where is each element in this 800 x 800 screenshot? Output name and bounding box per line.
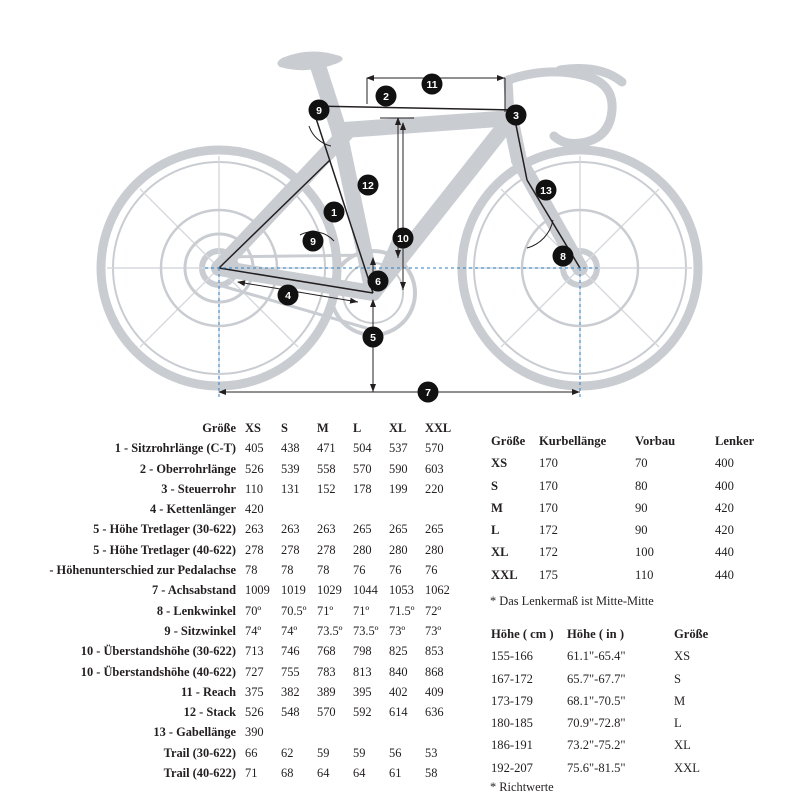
cell: 70.5º xyxy=(281,603,307,618)
table-row xyxy=(18,438,461,458)
spec-tables xyxy=(0,418,800,800)
cell: 603 xyxy=(425,461,444,476)
cell: 64 xyxy=(317,766,330,781)
table-row xyxy=(18,479,461,499)
row-label: 12 - Stack xyxy=(183,705,236,720)
cell: 265 xyxy=(389,522,408,537)
cell-crank: 170 xyxy=(539,456,558,471)
row-label: Trail (30-622) xyxy=(163,745,236,760)
cell: 592 xyxy=(353,705,372,720)
cell: 78 xyxy=(317,563,330,578)
cell-crank: 170 xyxy=(539,478,558,493)
size-header-xl: XL xyxy=(389,421,407,435)
cell-size: M xyxy=(491,500,503,515)
cell: 71 xyxy=(245,766,258,781)
cell-height-cm: 155-166 xyxy=(491,649,533,664)
cell xyxy=(389,499,425,519)
cell: 66 xyxy=(245,745,258,760)
guideline-footnote: * Richtwerte xyxy=(490,780,554,794)
cell xyxy=(281,722,317,742)
cell: 59 xyxy=(317,745,330,760)
table-row xyxy=(18,560,461,580)
cell-bar: 420 xyxy=(715,500,734,515)
cell: 402 xyxy=(389,684,408,699)
cell: 74º xyxy=(245,623,262,638)
cell: 1062 xyxy=(425,583,450,598)
cell xyxy=(281,499,317,519)
cell: 1009 xyxy=(245,583,270,598)
size-header-s: S xyxy=(281,421,288,435)
cell: 76 xyxy=(353,563,366,578)
table-row xyxy=(18,621,461,641)
cell: 868 xyxy=(425,664,444,679)
cell-size: S xyxy=(674,671,682,686)
cell: 53 xyxy=(425,745,438,760)
height-header-cm: Höhe ( cm ) xyxy=(491,627,554,641)
cell-size: XL xyxy=(491,545,509,560)
table-row xyxy=(18,722,461,742)
cell: 74º xyxy=(281,623,298,638)
svg-text:5: 5 xyxy=(370,332,376,344)
cell: 70º xyxy=(245,603,262,618)
cell: 71º xyxy=(353,603,370,618)
row-label: 8 - Lenkwinkel xyxy=(156,603,236,618)
svg-text:8: 8 xyxy=(560,251,566,263)
crank-header-crank: Kurbellänge xyxy=(539,434,607,448)
size-header-xxl: XXL xyxy=(425,421,452,435)
cell: 746 xyxy=(281,644,300,659)
table-row xyxy=(490,645,709,667)
crank-header-bar: Lenker xyxy=(715,434,755,448)
cell: 265 xyxy=(425,522,444,537)
cell: 152 xyxy=(317,481,336,496)
cell-crank: 172 xyxy=(539,545,558,560)
cell: 614 xyxy=(389,705,408,720)
cell-size: XS xyxy=(491,456,508,471)
cell-size: XS xyxy=(674,649,691,664)
cell: 537 xyxy=(389,441,408,456)
table-row xyxy=(18,499,461,519)
table-row xyxy=(18,682,461,702)
cell: 636 xyxy=(425,705,444,720)
cell: 73º xyxy=(389,623,406,638)
cell: 570 xyxy=(425,441,444,456)
cell: 59 xyxy=(353,745,366,760)
table-row xyxy=(490,734,709,756)
row-label: - Höhenunterschied zur Pedalachse xyxy=(49,563,236,578)
cell: 71º xyxy=(317,603,334,618)
cell: 471 xyxy=(317,441,336,456)
cell: 73.5º xyxy=(353,623,379,638)
table-row xyxy=(490,757,709,779)
cell: 526 xyxy=(245,705,264,720)
cell: 263 xyxy=(317,522,336,537)
cell-height-in: 65.7"-67.7" xyxy=(567,671,626,686)
row-label: 11 - Reach xyxy=(180,684,236,699)
svg-text:13: 13 xyxy=(540,185,552,197)
cell: 526 xyxy=(245,461,264,476)
cell: 61 xyxy=(389,766,402,781)
table-row xyxy=(490,690,709,712)
cell xyxy=(317,499,353,519)
cell: 727 xyxy=(245,664,264,679)
table-row xyxy=(18,540,461,560)
cell: 390 xyxy=(245,725,264,740)
cell-stem: 90 xyxy=(635,523,648,538)
cell: 62 xyxy=(281,745,294,760)
handlebar-footnote: * Das Lenkermaß ist Mitte-Mitte xyxy=(490,594,654,608)
cell: 798 xyxy=(353,644,372,659)
cell: 558 xyxy=(317,461,336,476)
cell: 713 xyxy=(245,644,264,659)
cell: 409 xyxy=(425,684,444,699)
cell: 73.5º xyxy=(317,623,343,638)
cell: 278 xyxy=(281,542,300,557)
cell-size: S xyxy=(491,478,499,493)
row-label: 10 - Überstandshöhe (40-622) xyxy=(80,664,236,679)
cell: 263 xyxy=(281,522,300,537)
cell-bar: 400 xyxy=(715,478,734,493)
cell: 71.5º xyxy=(389,603,415,618)
cell: 280 xyxy=(389,542,408,557)
cell-height-in: 68.1"-70.5" xyxy=(567,693,626,708)
cell xyxy=(389,722,425,742)
cell-size: M xyxy=(674,693,686,708)
size-header-xs: XS xyxy=(245,421,261,435)
cell: 131 xyxy=(281,481,300,496)
cell-stem: 110 xyxy=(635,567,654,582)
cell: 420 xyxy=(245,502,264,517)
svg-text:10: 10 xyxy=(397,233,409,245)
cell-bar: 400 xyxy=(715,456,734,471)
cell: 813 xyxy=(353,664,372,679)
cell: 278 xyxy=(245,542,264,557)
cell-size: L xyxy=(491,523,500,538)
cell-bar: 440 xyxy=(715,567,734,582)
table-row xyxy=(18,580,461,600)
cell: 548 xyxy=(281,705,300,720)
component-size-table xyxy=(490,430,755,586)
crank-header-size: Größe xyxy=(491,434,526,448)
svg-text:3: 3 xyxy=(513,110,519,122)
table-row xyxy=(490,564,755,586)
cell: 72º xyxy=(425,603,442,618)
svg-text:11: 11 xyxy=(426,79,438,91)
cell-crank: 170 xyxy=(539,500,558,515)
row-label: 9 - Sitzwinkel xyxy=(164,623,236,638)
row-label: Trail (40-622) xyxy=(163,766,236,781)
table-header-row xyxy=(490,623,709,645)
cell: 570 xyxy=(317,705,336,720)
cell-size: XXL xyxy=(491,567,518,582)
cell xyxy=(353,499,389,519)
cell-height-in: 70.9"-72.8" xyxy=(567,716,626,731)
table-row xyxy=(490,712,709,734)
cell: 389 xyxy=(317,684,336,699)
cell: 840 xyxy=(389,664,408,679)
geometry-table xyxy=(18,418,461,783)
rider-height-table xyxy=(490,623,709,779)
cell-size: XL xyxy=(674,738,691,753)
cell: 405 xyxy=(245,441,264,456)
table-row xyxy=(18,459,461,479)
svg-text:6: 6 xyxy=(375,276,381,288)
table-header-row xyxy=(490,430,755,452)
table-row xyxy=(490,475,755,497)
cell: 265 xyxy=(353,522,372,537)
cell-stem: 70 xyxy=(635,456,648,471)
cell: 78 xyxy=(245,563,258,578)
cell: 1029 xyxy=(317,583,342,598)
table-row xyxy=(490,519,755,541)
cell-crank: 172 xyxy=(539,523,558,538)
cell xyxy=(353,722,389,742)
svg-text:7: 7 xyxy=(425,387,431,399)
cell: 504 xyxy=(353,441,372,456)
cell: 280 xyxy=(425,542,444,557)
table-row xyxy=(18,763,461,783)
cell-size: XXL xyxy=(674,760,700,775)
row-label: 4 - Kettenlänger xyxy=(149,502,236,517)
table-row xyxy=(490,452,755,474)
cell: 73º xyxy=(425,623,442,638)
row-label: 3 - Steuerrohr xyxy=(161,481,236,496)
cell-stem: 100 xyxy=(635,545,654,560)
cell: 590 xyxy=(389,461,408,476)
row-label: 2 - Oberrohrlänge xyxy=(139,461,236,476)
crank-header-stem: Vorbau xyxy=(635,434,676,448)
row-label: 5 - Höhe Tretlager (40-622) xyxy=(93,542,236,557)
table-row xyxy=(18,662,461,682)
cell: 1053 xyxy=(389,583,414,598)
svg-text:12: 12 xyxy=(362,180,374,192)
cell-height-in: 61.1"-65.4" xyxy=(567,649,626,664)
svg-text:1: 1 xyxy=(331,207,337,219)
cell xyxy=(317,722,353,742)
cell: 278 xyxy=(317,542,336,557)
table-row xyxy=(18,519,461,539)
size-header-l: L xyxy=(353,421,362,435)
table-row xyxy=(18,641,461,661)
table-row xyxy=(18,743,461,763)
svg-text:2: 2 xyxy=(383,91,389,103)
cell: 755 xyxy=(281,664,300,679)
cell: 64 xyxy=(353,766,366,781)
table-header-row xyxy=(18,418,461,438)
cell: 1019 xyxy=(281,583,306,598)
table-row xyxy=(490,541,755,563)
cell: 783 xyxy=(317,664,336,679)
cell: 78 xyxy=(281,563,294,578)
cell: 263 xyxy=(245,522,264,537)
cell-bar: 420 xyxy=(715,523,734,538)
cell: 68 xyxy=(281,766,294,781)
cell: 382 xyxy=(281,684,300,699)
cell: 58 xyxy=(425,766,438,781)
table-row xyxy=(18,601,461,621)
cell-height-in: 73.2"-75.2" xyxy=(567,738,626,753)
cell-crank: 175 xyxy=(539,567,558,582)
cell: 280 xyxy=(353,542,372,557)
table-row xyxy=(18,702,461,722)
svg-text:9: 9 xyxy=(316,105,322,117)
cell: 199 xyxy=(389,481,408,496)
cell-height-cm: 186-191 xyxy=(491,738,533,753)
table-row xyxy=(490,497,755,519)
cell-stem: 90 xyxy=(635,500,648,515)
row-label: 5 - Höhe Tretlager (30-622) xyxy=(93,522,236,537)
bike-silhouette xyxy=(101,51,698,386)
cell-height-cm: 180-185 xyxy=(491,716,533,731)
cell-height-cm: 173-179 xyxy=(491,693,533,708)
cell-height-cm: 192-207 xyxy=(491,760,533,775)
cell: 825 xyxy=(389,644,408,659)
cell: 395 xyxy=(353,684,372,699)
cell: 853 xyxy=(425,644,444,659)
cell: 76 xyxy=(425,563,438,578)
cell: 110 xyxy=(245,481,264,496)
row-label: 10 - Überstandshöhe (30-622) xyxy=(80,644,236,659)
cell: 56 xyxy=(389,745,402,760)
cell-height-in: 75.6"-81.5" xyxy=(567,760,626,775)
row-label: 13 - Gabellänge xyxy=(153,725,236,740)
cell: 768 xyxy=(317,644,336,659)
cell: 438 xyxy=(281,441,300,456)
size-header-m: M xyxy=(317,421,329,435)
row-label: 1 - Sitzrohrlänge (C-T) xyxy=(114,441,236,456)
row-label: 7 - Achsabstand xyxy=(151,583,236,598)
svg-text:9: 9 xyxy=(310,236,316,248)
cell-bar: 440 xyxy=(715,545,734,560)
svg-text:4: 4 xyxy=(285,290,291,302)
cell: 178 xyxy=(353,481,372,496)
cell-size: L xyxy=(674,716,682,731)
table-row xyxy=(490,668,709,690)
height-header-in: Höhe ( in ) xyxy=(567,627,625,641)
cell xyxy=(425,722,461,742)
cell: 220 xyxy=(425,481,444,496)
cell: 539 xyxy=(281,461,300,476)
cell: 76 xyxy=(389,563,402,578)
geometry-corner-label: Größe xyxy=(202,421,236,435)
height-header-size: Größe xyxy=(674,627,709,641)
cell: 570 xyxy=(353,461,372,476)
cell-height-cm: 167-172 xyxy=(491,671,533,686)
cell xyxy=(425,499,461,519)
cell: 375 xyxy=(245,684,264,699)
cell-stem: 80 xyxy=(635,478,648,493)
cell: 1044 xyxy=(353,583,378,598)
